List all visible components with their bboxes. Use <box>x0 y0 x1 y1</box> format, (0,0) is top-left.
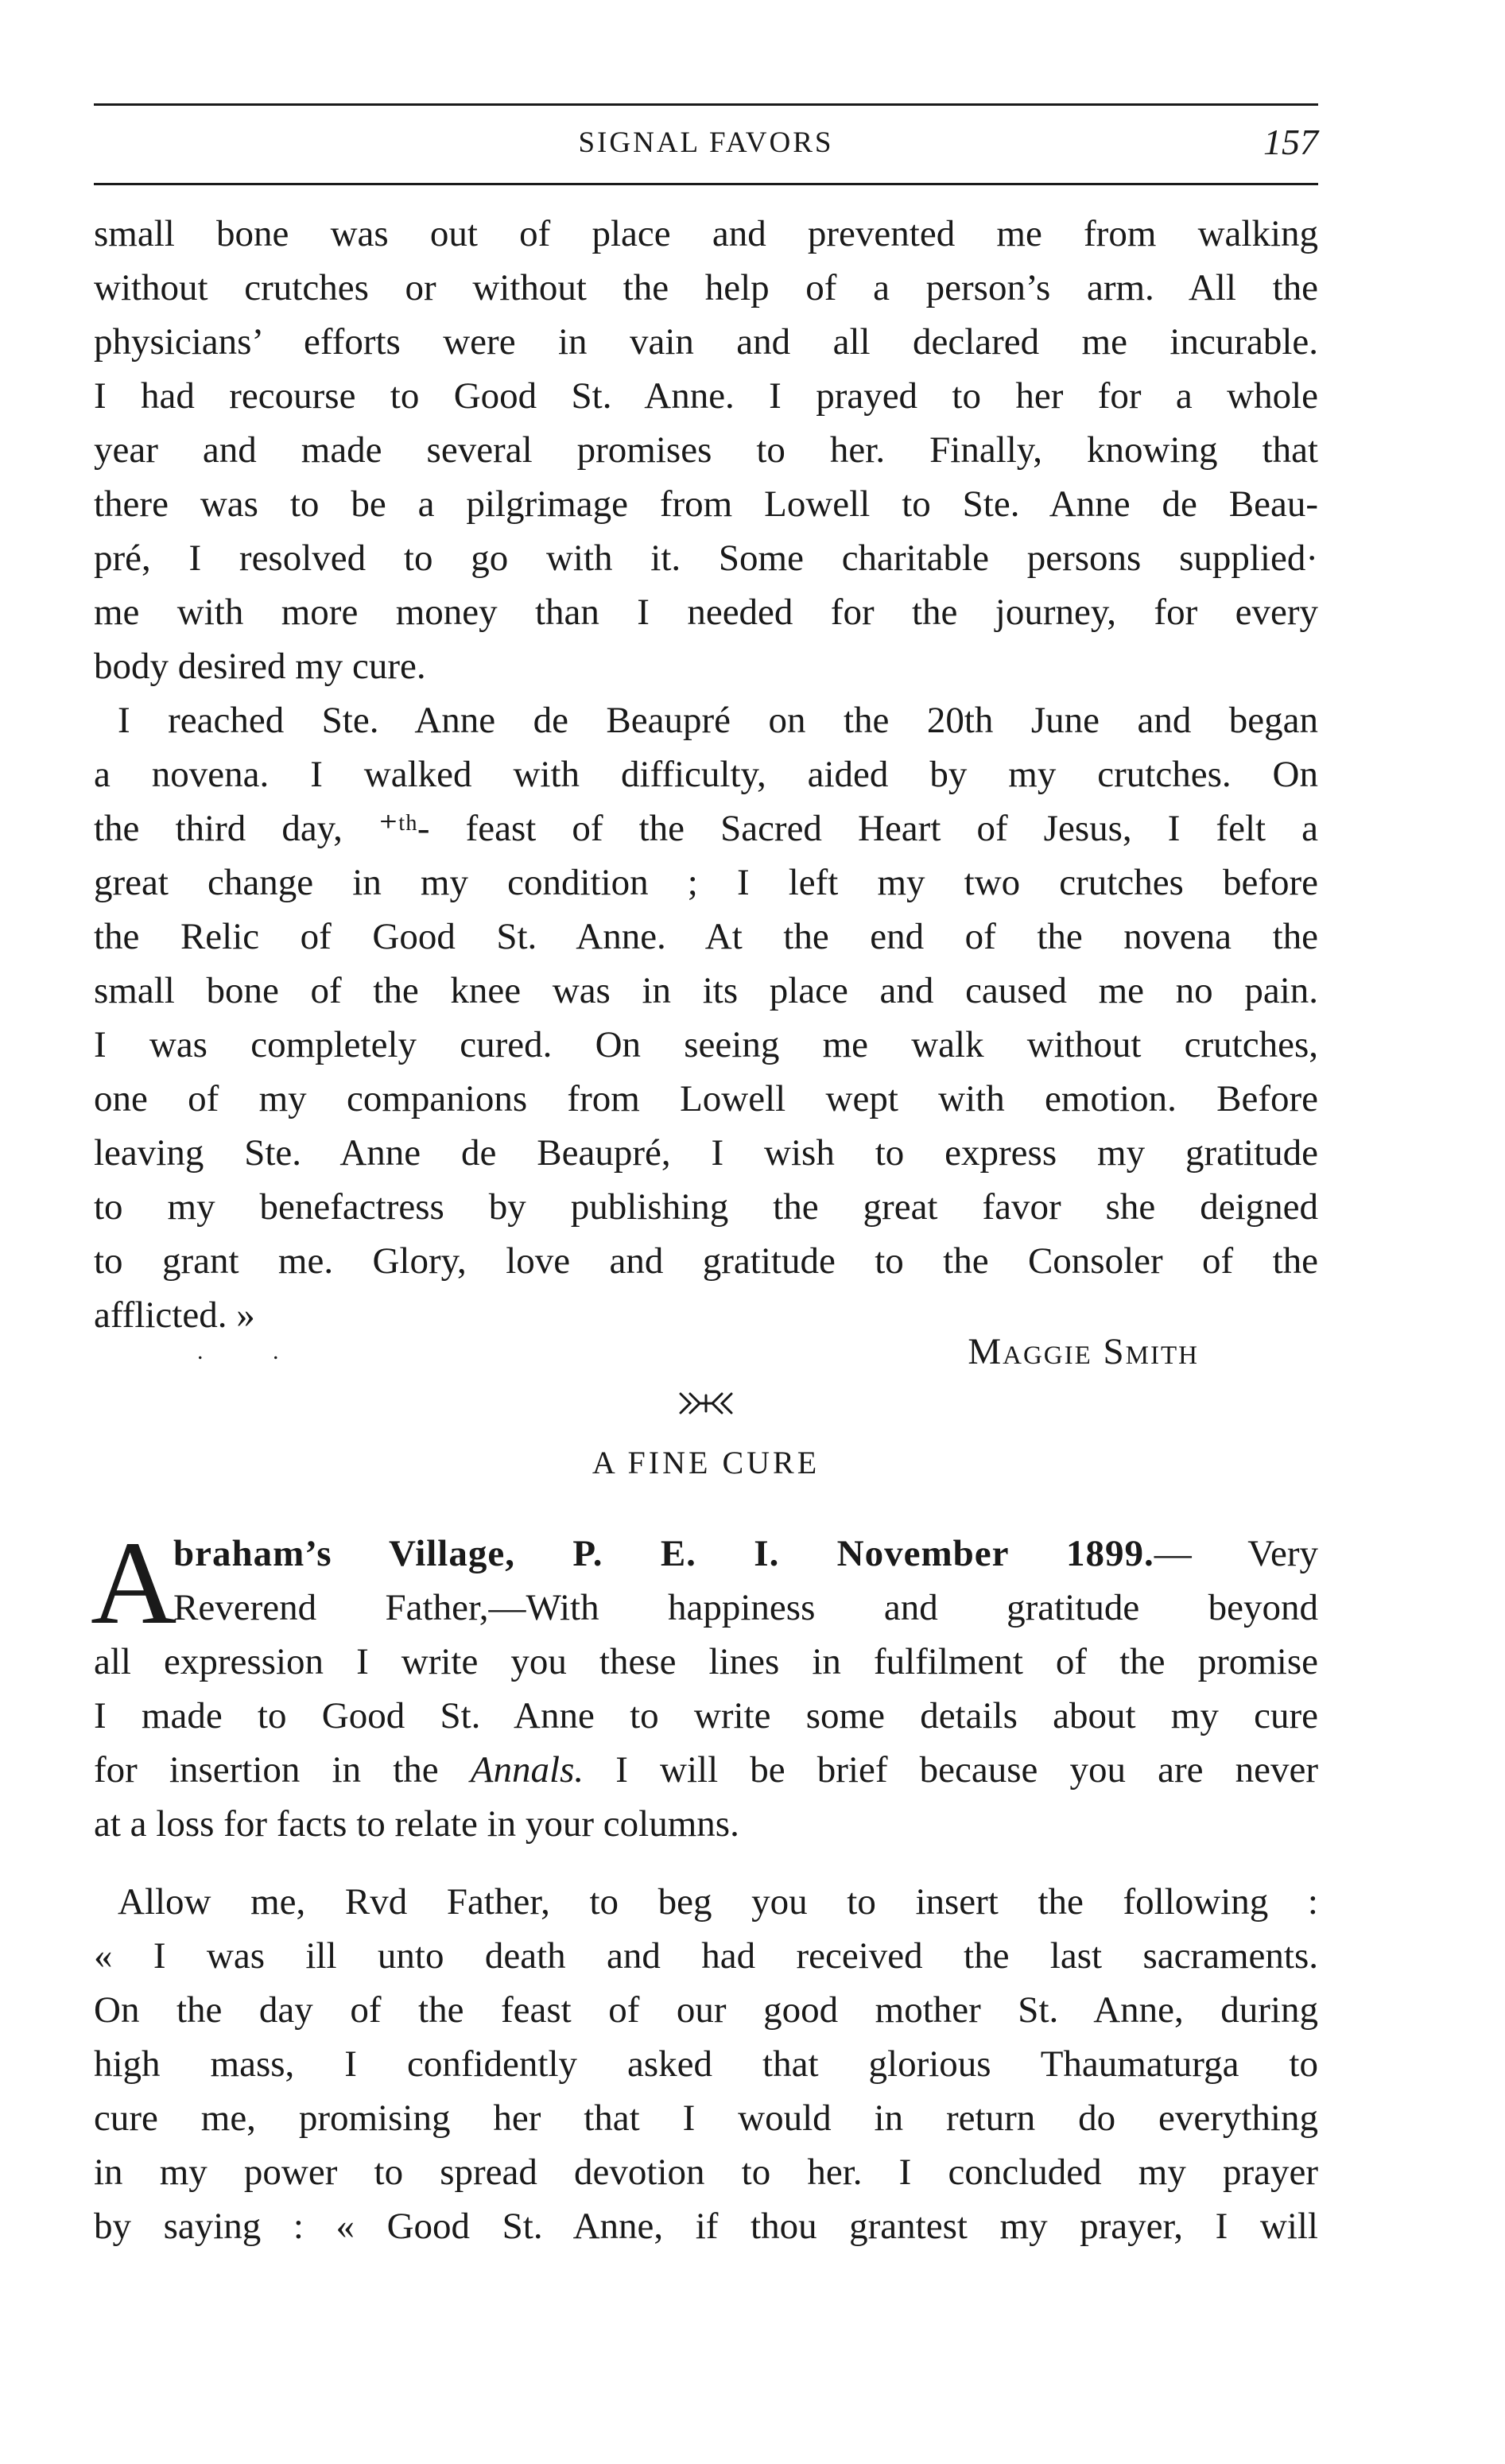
text-line: the Relic of Good St. Anne. At the end of the novena the <box>94 916 1318 957</box>
text-line: me with more money than I needed for the journey, for every <box>94 592 1318 633</box>
text-line: body desired my cure. <box>94 646 426 687</box>
story-two-opening <box>91 1517 1318 1851</box>
text-line: the third day, ⁺ᵗʰ- feast of the Sacred Heart of Jesus, I felt a <box>94 808 1318 849</box>
text-line: small bone of the knee was in its place and caused me no pain. <box>94 970 1318 1011</box>
text-line: all expression I write you these lines in fulfilment of the promise <box>94 1641 1318 1682</box>
text-line <box>94 1743 1318 1797</box>
text-line: physicians’ efforts were in vain and all declared me incurable. <box>94 321 1318 363</box>
text-line: at a loss for facts to relate in your columns. <box>94 1803 739 1845</box>
text-line: there was to be a pilgrimage from Lowell to Ste. Anne de Beau- <box>94 483 1318 525</box>
story-two-continued <box>94 1875 1318 2253</box>
story-one-text <box>94 207 1318 1342</box>
text-line: a novena. I walked with difficulty, aided by my crutches. On <box>94 754 1318 795</box>
text-line: On the day of the feast of our good mother St. Anne, during <box>94 1989 1318 2031</box>
text-segment: I will be brief because you are never <box>584 1749 1318 1791</box>
text-line: by saying : « Good St. Anne, if thou grantest my prayer, I will <box>94 2206 1318 2247</box>
dateline: braham’s Village, P. E. I. November 1899. <box>173 1533 1154 1574</box>
paragraph-start-line: Allow me, Rvd Father, to beg you to insert the following : <box>118 1881 1318 1923</box>
text-line: « I was ill unto death and had received the last sacraments. <box>94 1935 1318 1977</box>
paragraph-start-line: I reached Ste. Anne de Beaupré on the 20th June and began <box>118 700 1318 741</box>
book-page <box>91 95 1318 2247</box>
running-title: SIGNAL FAVORS <box>578 126 834 159</box>
text-line: cure me, promising her that I would in return do everything <box>94 2097 1318 2139</box>
text-line: I made to Good St. Anne to write some details about my cure <box>94 1695 1318 1736</box>
text-line: I was completely cured. On seeing me walk without crutches, <box>94 1024 1318 1065</box>
text-line: small bone was out of place and prevented me from walking <box>94 213 1318 254</box>
text-line: to grant me. Glory, love and gratitude to the Consoler of the <box>94 1240 1318 1282</box>
drop-cap: A <box>91 1517 177 1649</box>
text-line: leaving Ste. Anne de Beaupré, I wish to express my gratitude <box>94 1132 1318 1174</box>
text-line: year and made several promises to her. Finally, knowing that <box>94 429 1318 471</box>
text-line: I had recourse to Good St. Anne. I prayed to her for a whole <box>94 375 1318 417</box>
divider-ornament-icon <box>674 1387 738 1419</box>
text-line: without crutches or without the help of a person’s arm. All the <box>94 267 1318 308</box>
signature: Maggie Smith <box>968 1331 1199 1372</box>
dateline-tail: — Very <box>1154 1533 1318 1574</box>
opening-line <box>94 1527 1318 1581</box>
text-line: Reverend Father,—With happiness and gratitude beyond <box>173 1587 1318 1628</box>
text-line: pré, I resolved to go with it. Some charitable persons supplied· <box>94 537 1318 579</box>
text-segment: for insertion in the <box>94 1749 471 1791</box>
text-line: one of my companions from Lowell wept with emotion. Before <box>94 1078 1318 1119</box>
stray-marks: . . <box>197 1338 311 1364</box>
section-heading: A FINE CURE <box>592 1445 820 1480</box>
text-line: great change in my condition ; I left my two crutches before <box>94 862 1318 903</box>
text-line: high mass, I confidently asked that glorious Thaumaturga to <box>94 2043 1318 2085</box>
text-line: in my power to spread devotion to her. I concluded my prayer <box>94 2152 1318 2193</box>
running-head <box>94 110 1318 165</box>
annals-title: Annals. <box>470 1749 584 1791</box>
signature-row <box>94 1324 1318 1379</box>
text-line: to my benefactress by publishing the great favor she deigned <box>94 1186 1318 1228</box>
header-bottom-rule <box>94 183 1318 185</box>
header-top-rule <box>94 103 1318 106</box>
text-line: afflicted. » <box>94 1294 255 1336</box>
page-number: 157 <box>1263 122 1318 162</box>
